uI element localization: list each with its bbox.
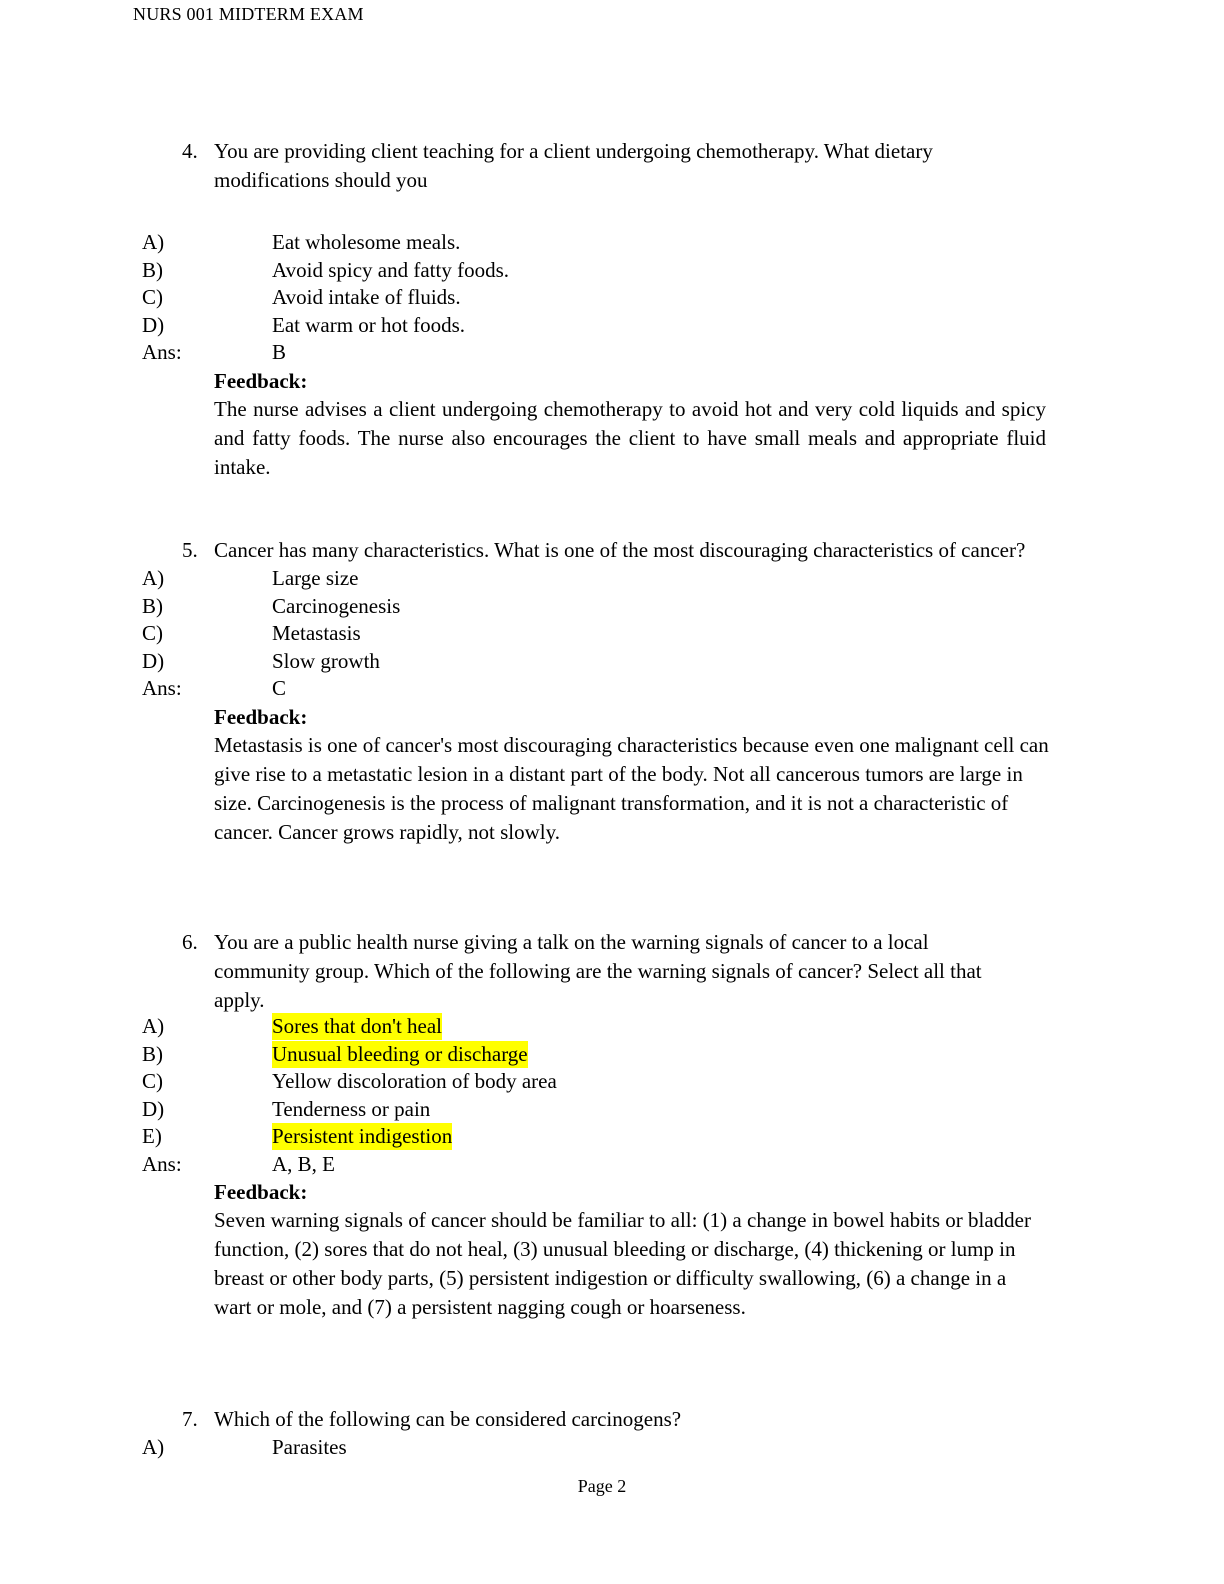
answer-options: [0, 1434, 1224, 1462]
option-text: Large size: [272, 566, 359, 590]
option-text: Eat wholesome meals.: [272, 230, 461, 254]
option-letter: E): [142, 1124, 162, 1148]
option-letter: D): [142, 648, 165, 673]
option-letter: A): [142, 230, 165, 254]
answer-value: A, B, E: [272, 1151, 335, 1176]
question-4: [0, 137, 1224, 482]
option-letter: C): [142, 621, 163, 645]
answer-option-c: [0, 284, 1224, 312]
option-letter: C): [142, 1069, 163, 1093]
answer-option-a: [0, 1434, 1224, 1462]
answer-options: [0, 229, 1224, 367]
option-text: Avoid intake of fluids.: [272, 285, 461, 309]
page-number: Page 2: [577, 1476, 627, 1496]
feedback-label: Feedback:: [214, 1180, 308, 1204]
option-text: Tenderness or pain: [272, 1096, 431, 1121]
answer-row: [0, 1151, 1224, 1179]
question-number: 4.: [182, 139, 198, 163]
option-text: Parasites: [272, 1435, 347, 1459]
question-stem: [182, 137, 974, 195]
option-text-highlighted: Persistent indigestion: [272, 1124, 453, 1148]
question-stem: [182, 536, 1044, 565]
question-number: 6.: [182, 930, 198, 954]
option-text: Metastasis: [272, 621, 361, 645]
feedback-label: Feedback:: [214, 704, 308, 729]
answer-options: [0, 565, 1224, 703]
question-text: Cancer has many characteristics. What is one of the most discouraging characteristics of cancer?: [214, 538, 1026, 562]
question-number: 5.: [182, 538, 198, 562]
option-text-highlighted: Unusual bleeding or discharge: [272, 1041, 528, 1066]
answer-option-a: [0, 229, 1224, 257]
answer-options: [0, 1013, 1224, 1178]
answer-row: [0, 675, 1224, 703]
feedback-text: The nurse advises a client undergoing chemotherapy to avoid hot and very cold liquids and spicy and fatty foods. The nurse also encourages the client to have small meals and appropriate fluid intake.: [214, 396, 1046, 479]
option-text: Eat warm or hot foods.: [272, 312, 466, 337]
page-header-title: NURS 001 MIDTERM EXAM: [133, 4, 364, 24]
question-stem: [182, 928, 1029, 1015]
question-number: 7.: [182, 1407, 198, 1431]
answer-option-c: [0, 1068, 1224, 1096]
feedback-label: Feedback:: [214, 368, 308, 393]
option-letter: D): [142, 1096, 165, 1121]
option-letter: B): [142, 593, 163, 618]
option-letter: B): [142, 1041, 163, 1066]
answer-row: [0, 339, 1224, 367]
answer-option-d: [0, 648, 1224, 676]
option-text: Yellow discoloration of body area: [272, 1069, 557, 1093]
option-letter: A): [142, 566, 165, 590]
answer-value: B: [272, 340, 287, 364]
answer-option-d: [0, 1096, 1224, 1124]
question-text: You are providing client teaching for a client undergoing chemotherapy. What dietary modifications should you: [214, 139, 933, 192]
option-letter: D): [142, 312, 165, 337]
question-6: [0, 928, 1224, 1322]
option-text: Carcinogenesis: [272, 593, 401, 618]
option-letter: C): [142, 285, 163, 309]
answer-option-e: [0, 1123, 1224, 1151]
option-letter: B): [142, 257, 163, 282]
answer-option-c: [0, 620, 1224, 648]
option-text: Avoid spicy and fatty foods.: [272, 257, 509, 282]
feedback-text: Metastasis is one of cancer's most discouraging characteristics because even one malignant cell can give rise to a metastatic lesion in a distant part of the body. Not all cancerous tumors are large in size. Carcinogenesis is the process of malignant transformation, and it is not a characteristic of cancer. Cancer grows rapidly, not slowly.: [214, 732, 1049, 844]
answer-option-a: [0, 1013, 1224, 1041]
answer-label: Ans:: [142, 1151, 182, 1176]
option-text-highlighted: Sores that don't heal: [272, 1014, 442, 1038]
answer-option-b: [0, 593, 1224, 621]
feedback-text: Seven warning signals of cancer should be familiar to all: (1) a change in bowel habits or bladder function, (2) sores that do not heal, (3) unusual bleeding or discharge, (4) thickening or lump in breast or other body parts, (5) persistent indigestion or difficulty swallowing, (6) a change in a wart or mole, and (7) a persistent nagging cough or hoarseness.: [214, 1208, 1031, 1319]
option-letter: A): [142, 1435, 165, 1459]
answer-value: C: [272, 676, 287, 700]
question-text: Which of the following can be considered carcinogens?: [214, 1407, 682, 1431]
option-letter: A): [142, 1014, 165, 1038]
answer-option-a: [0, 565, 1224, 593]
question-5: [0, 536, 1224, 847]
answer-option-b: [0, 1041, 1224, 1069]
question-text: You are a public health nurse giving a talk on the warning signals of cancer to a local community group. Which of the following are the warning signals of cancer? Select all that apply.: [214, 930, 982, 1012]
answer-label: Ans:: [142, 676, 182, 700]
question-stem: [182, 1405, 974, 1434]
question-7: [0, 1405, 1224, 1462]
answer-label: Ans:: [142, 340, 182, 364]
answer-option-b: [0, 257, 1224, 285]
answer-option-d: [0, 312, 1224, 340]
option-text: Slow growth: [272, 648, 380, 673]
